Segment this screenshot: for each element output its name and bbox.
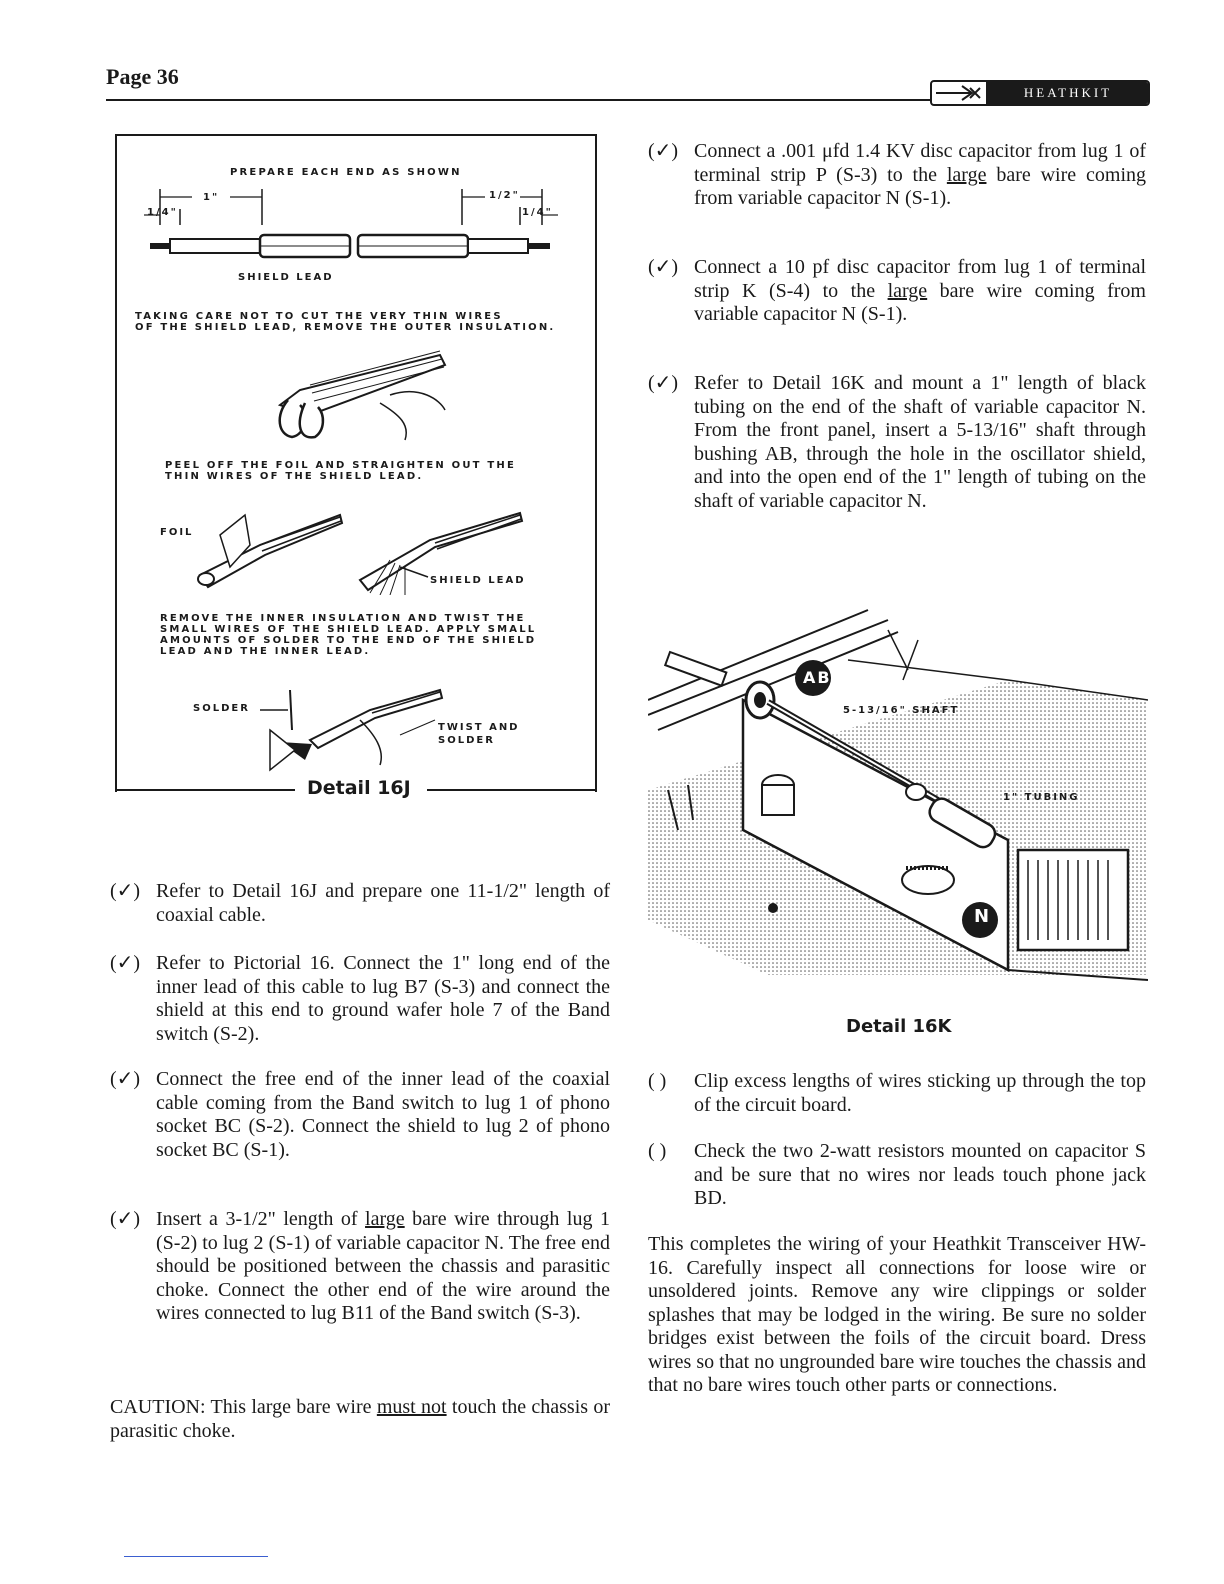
detail-16j-rule-left [115,789,295,791]
outer-insulation-illustration [270,345,460,445]
page-number: Page 36 [106,64,179,89]
step-checkbox[interactable]: (✓) [648,140,679,162]
label-ab: AB [803,668,832,687]
step-text: Connect a 10 pf disc capacitor from lug 1 of terminal strip K (S-4) to the large bare wire coming from variable capacitor N (S-1). [694,256,1146,325]
step-text: Clip excess lengths of wires sticking up through the top of the circuit board. [694,1070,1146,1116]
closing-paragraph: This completes the wiring of your Heathkit Transceiver HW-16. Carefully inspect all connections for loose wire or unsoldered joints. Remove any wire clippings or solder splashes that may be lodged in the wiring. Be sure no solder bridges exist between the foils of the circuit board. Dress wires so that no ungrounded bare wire touches the chassis and that no bare wires touch other parts or connections. [648,1233,1146,1396]
heathkit-logo [930,80,1150,106]
shield-lead-label-top: SHIELD LEAD [238,272,334,283]
detail-16k-title: Detail 16K [846,1016,952,1037]
step-text: Refer to Detail 16K and mount a 1" length of black tubing on the end of the shaft of variable capacitor N. From the front panel, insert a 5-13/16" shaft through bushing AB, through the hole in the oscillator shield, and into the open end of the 1" length of tubing on the shaft of variable capacitor N. [694,372,1146,512]
step-connect-001-capacitor [648,140,1146,211]
caption-remove: REMOVE THE INNER INSULATION AND TWIST THE SMALL WIRES OF THE SHIELD LEAD. APPLY SMALL AMOUNTS OF SOLDER TO THE END OF THE SHIELD LEAD AND THE INNER LEAD. [160,613,537,657]
header-rule [106,99,930,101]
step-clip-excess [648,1070,1146,1117]
dim-1in-label: 1" [203,192,220,203]
step-text: Connect the free end of the inner lead of the coaxial cable coming from the Band switch to lug 1 of phono socket BC (S-2). Connect the shield to lug 2 of phono socket BC (S-1). [156,1068,610,1161]
step-text: Check the two 2-watt resistors mounted on capacitor S and be sure that no wires nor leads touch phone jack BD. [694,1140,1146,1209]
step-checkbox[interactable]: (✓) [648,372,679,394]
label-tubing: 1" TUBING [1003,792,1080,803]
caption-taking-care: TAKING CARE NOT TO CUT THE VERY THIN WIRES OF THE SHIELD LEAD, REMOVE THE OUTER INSULATION. [135,311,556,333]
caution-note: CAUTION: This large bare wire must not touch the chassis or parasitic choke. [110,1396,610,1442]
step-check-resistors [648,1140,1146,1211]
step-checkbox[interactable]: ( ) [648,1140,667,1162]
foil-label: FOIL [160,527,194,538]
detail-16j-title: Detail 16J [307,777,411,799]
step-checkbox[interactable]: (✓) [110,1208,141,1230]
step-text: Refer to Detail 16J and prepare one 11-1/2" length of coaxial cable. [156,880,610,926]
step-text: Insert a 3-1/2" length of large bare wire through lug 1 (S-2) to lug 2 (S-1) of variable capacitor N. The free end should be positioned between the chassis and parasitic choke. Connect the other end of the wire around the wires connected to lug B11 of the Band switch (S-3). [156,1208,610,1324]
step-connect-10pf-capacitor [648,256,1146,327]
dim-quarter-right-label: 1/4" [522,207,553,218]
step-connect-free-end [110,1068,610,1162]
logo-text: HEATHKIT [988,82,1148,104]
label-shaft: 5-13/16" SHAFT [843,705,960,716]
label-n: N [974,906,992,927]
dim-quarter-left-label: 1/4" [147,207,178,218]
footer-rule [124,1556,268,1557]
step-text: Refer to Pictorial 16. Connect the 1" long end of the inner lead of this cable to lug B7 (S-3) and connect the shield at this end to ground wafer hole 7 of the Band switch (S-2). [156,952,610,1045]
logo-arrow-icon [932,82,988,104]
step-checkbox[interactable]: ( ) [648,1070,667,1092]
step-checkbox[interactable]: (✓) [110,1068,141,1090]
step-text: Connect a .001 μfd 1.4 KV disc capacitor from lug 1 of terminal strip P (S-3) to the large bare wire coming from variable capacitor N (S-1). [694,140,1146,209]
step-checkbox[interactable]: (✓) [110,952,141,974]
step-checkbox[interactable]: (✓) [110,880,141,902]
caption-prepare: PREPARE EACH END AS SHOWN [230,167,462,178]
shield-lead-label-mid: SHIELD LEAD [430,575,526,586]
detail-16j-rule-right [427,789,597,791]
step-mount-tubing-shaft [648,372,1146,513]
step-prepare-coax [110,880,610,927]
step-checkbox[interactable]: (✓) [648,256,679,278]
solder-illustration [250,680,450,775]
caption-peel: PEEL OFF THE FOIL AND STRAIGHTEN OUT THE THIN WIRES OF THE SHIELD LEAD. [165,460,516,482]
dim-half-label: 1/2" [489,190,520,201]
step-insert-bare-wire [110,1208,610,1326]
detail-16j-title-bar [115,777,597,801]
solder-label: SOLDER [193,703,250,714]
step-connect-inner-lead [110,952,610,1046]
twist-solder-label: TWIST AND SOLDER [438,722,520,746]
detail-16k-illustration [648,590,1148,985]
